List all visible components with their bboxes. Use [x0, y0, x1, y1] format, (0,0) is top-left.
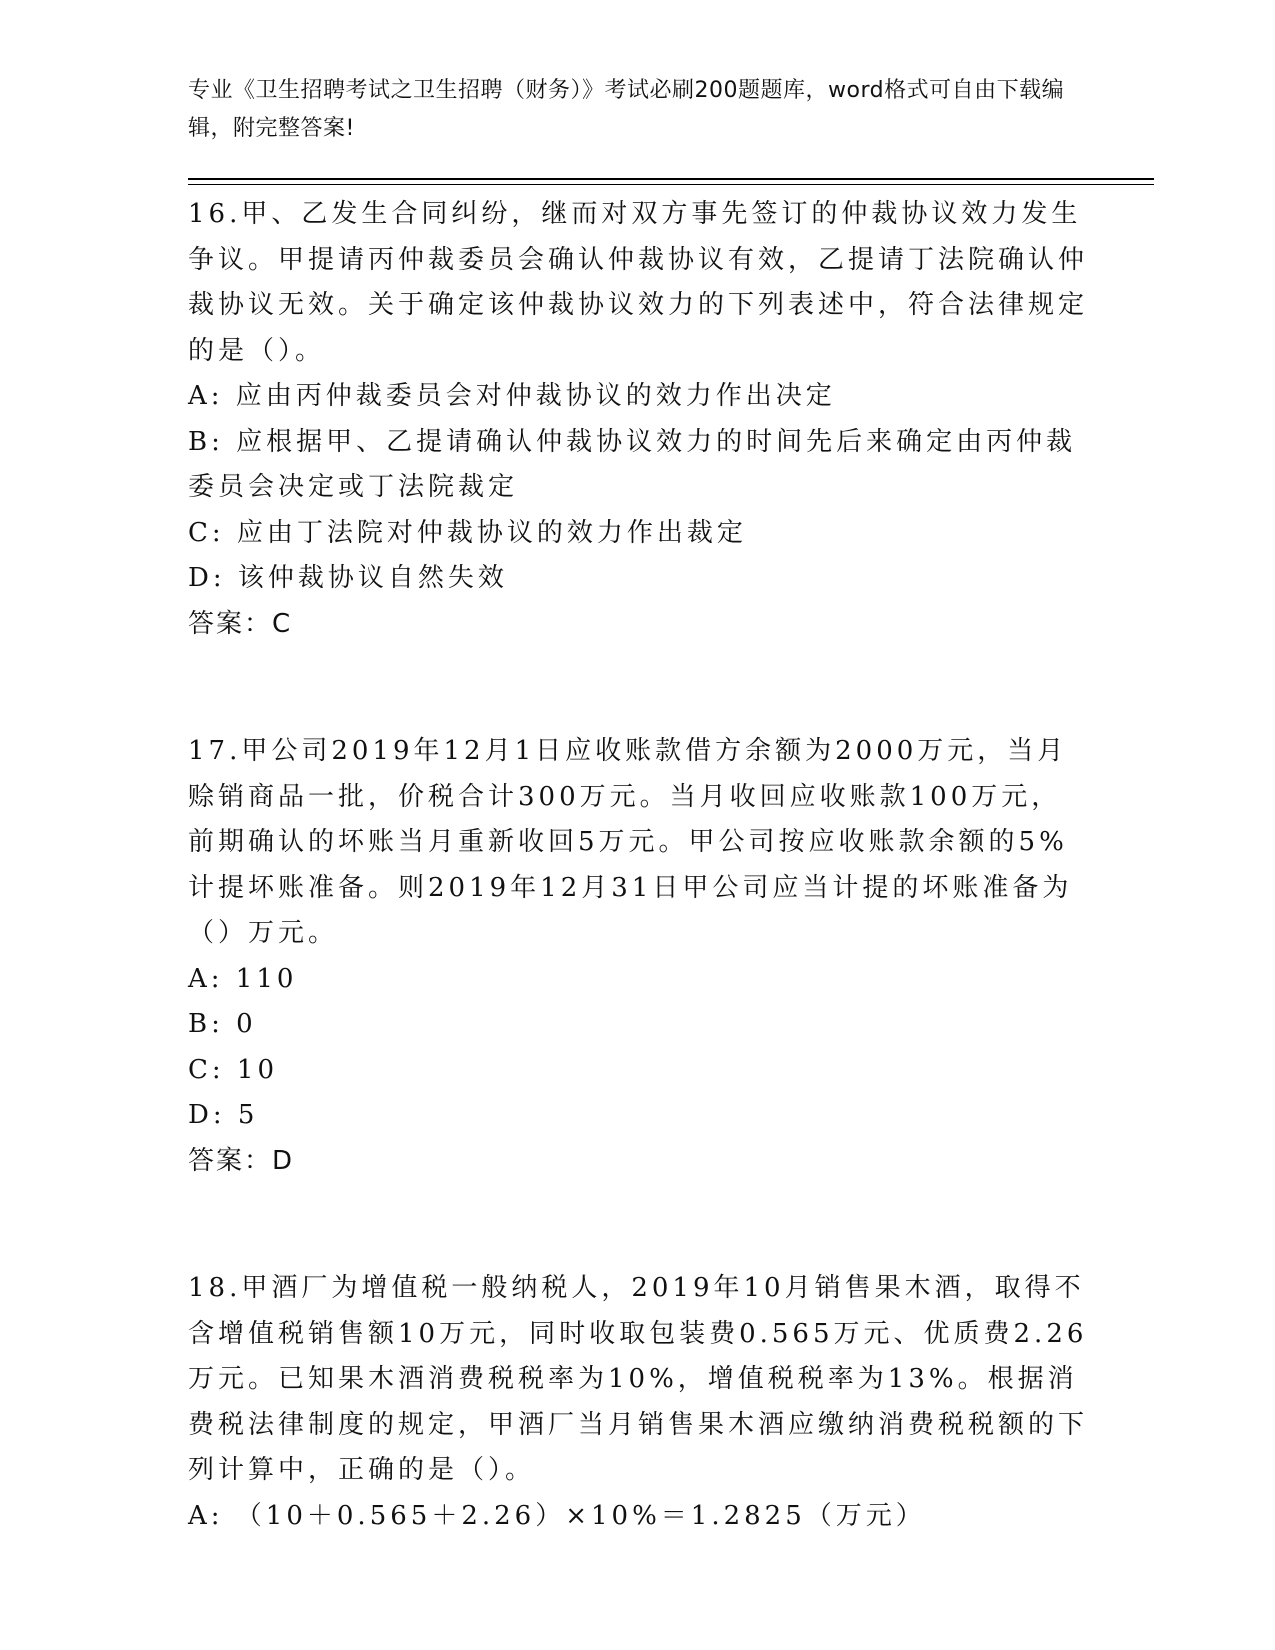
- option-a: A: （10＋0.565＋2.26）×10%＝1.2825（万元）: [188, 1500, 926, 1531]
- option-d: D: 该仲裁协议自然失效: [188, 563, 508, 593]
- option-a: A: 110: [188, 963, 298, 994]
- option-d: D: 5: [188, 1100, 259, 1130]
- question-list: [188, 192, 1088, 1621]
- answer-line: 答案：D: [188, 1145, 295, 1176]
- question-text: 17.甲公司2019年12月1日应收账款借方余额为2000万元，当月赊销商品一批，价税合计300万元。当月收回应收账款100万元，前期确认的坏账当月重新收回5万元。甲公司按应收账款余额的5%计提坏账准备。则2019年12月31日甲公司应当计提的坏账准备为（）万元。: [188, 736, 1073, 948]
- question-18: [188, 1266, 1088, 1539]
- answer-line: 答案：C: [188, 608, 293, 639]
- question-text: 16.甲、乙发生合同纠纷，继而对双方事先签订的仲裁协议效力发生争议。甲提请丙仲裁委员会确认仲裁协议有效，乙提请丁法院确认仲裁协议无效。关于确定该仲裁协议效力的下列表述中，符合法律规定的是（）。: [188, 199, 1089, 366]
- option-c: C: 10: [188, 1054, 279, 1085]
- header-divider-thin: [188, 184, 1154, 185]
- question-17: [188, 729, 1088, 1184]
- option-c: C: 应由丁法院对仲裁协议的效力作出裁定: [188, 517, 747, 548]
- option-b: B: 应根据甲、乙提请确认仲裁协议效力的时间先后来确定由丙仲裁委员会决定或丁法院裁定: [188, 426, 1077, 502]
- option-a: A: 应由丙仲裁委员会对仲裁协议的效力作出决定: [188, 381, 836, 411]
- question-text: 18.甲酒厂为增值税一般纳税人，2019年10月销售果木酒，取得不含增值税销售额10万元，同时收取包装费0.565万元、优质费2.26万元。已知果木酒消费税税率为10%，增值税税率为13%。根据消费税法律制度的规定，甲酒厂当月销售果木酒应缴纳消费税税额的下列计算中，正确的是（）。: [188, 1273, 1089, 1485]
- document-header: 专业《卫生招聘考试之卫生招聘（财务）》考试必刷200题题库，word格式可自由下载编辑，附完整答案!: [188, 78, 1065, 141]
- header-divider-thick: [188, 178, 1154, 180]
- option-b: B: 0: [188, 1009, 257, 1039]
- question-16: [188, 192, 1088, 647]
